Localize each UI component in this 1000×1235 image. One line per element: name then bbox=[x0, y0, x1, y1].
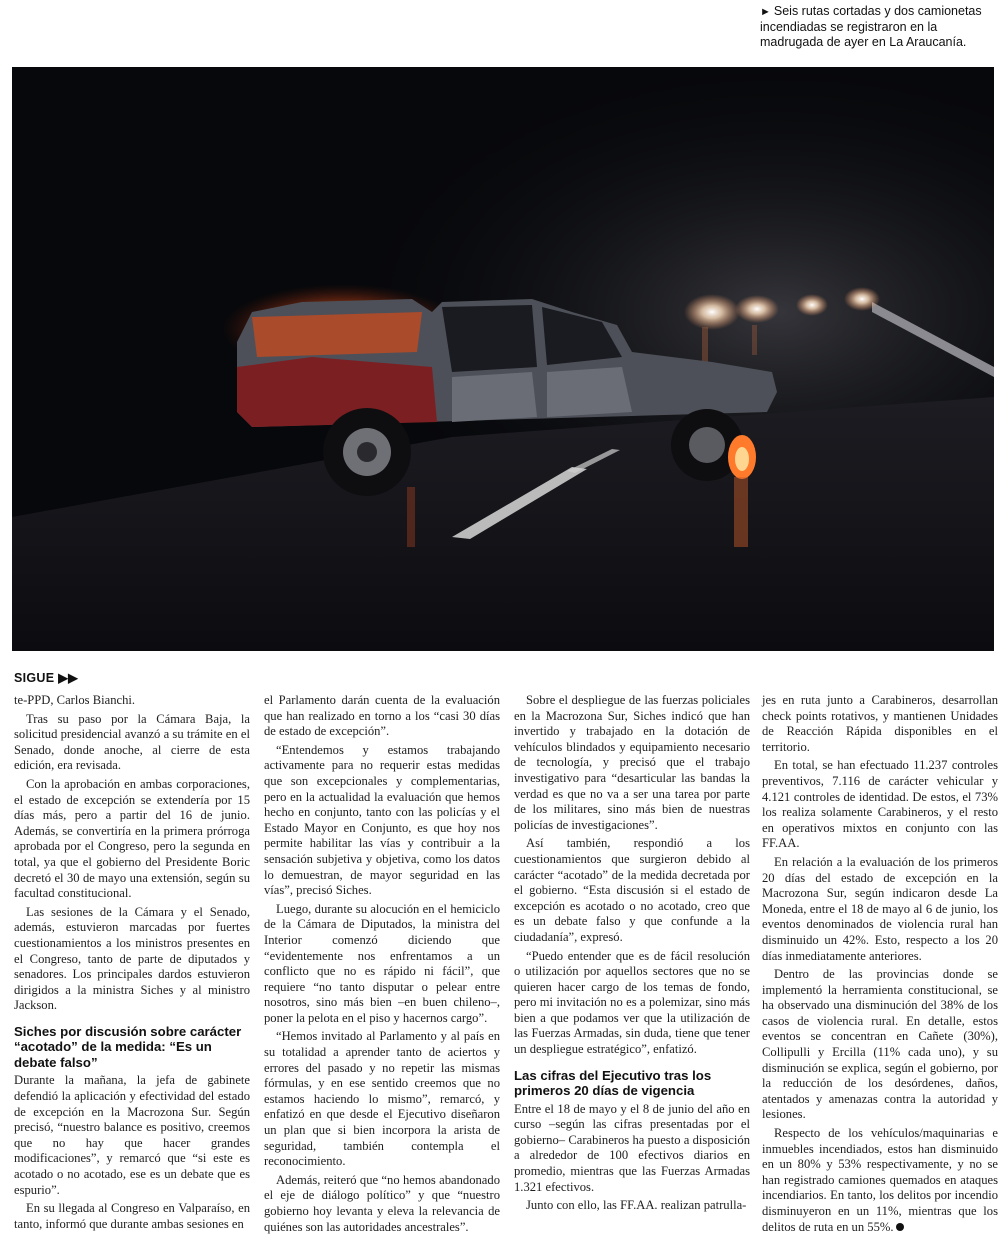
caption-arrow-icon: ► bbox=[760, 6, 771, 18]
final-paragraph-text: Respecto de los vehículos/maquinarias e inmuebles incendiados, estos han disminuido en un 80% y 53% respectivamente, y no se han registrado camiones quemados en ataques incendiarios. En tanto, los delitos por incendio disminuyeron en un 11%, mientras que los delitos de ruta en un 55%. bbox=[762, 1126, 998, 1234]
paragraph: En su llegada al Congreso en Valparaíso, en tanto, informó que durante ambas sesiones en bbox=[14, 1201, 250, 1231]
paragraph: En total, se han efectuado 11.237 controles preventivos, 7.116 de carácter vehicular y 4.121 controles de identidad. De estos, el 73% los realiza solamente Carabineros, y el resto en operativos mixtos en conjunto con las FF.AA. bbox=[762, 758, 998, 851]
caption-text: Seis rutas cortadas y dos camionetas incendiadas se registraron en la madrugada de ayer en La Araucanía. bbox=[760, 4, 982, 49]
paragraph: “Hemos invitado al Parlamento y al país en su totalidad a aprender tanto de aciertos y errores del pasado y no repetir las mismas fórmulas, y en ese sentido creemos que no estamos haciendo lo mismo”, remarcó, y enfatizó en que desde el Ejecutivo diseñaron un plan que si bien incorpora la arista de seguridad, también contempla el reconocimiento. bbox=[264, 1029, 500, 1169]
paragraph: “Entendemos y estamos trabajando activamente para no requerir estas medidas que son excepcionales y complementarias, pero en la actualidad la evaluación que hemos hecho en conjunto, tanto con las policías y el Estado Mayor en Conjunto, es que hoy nos permite habilitar las vías y contribuir a la sensación subjetiva y objetiva, como los datos lo demuestran, de mayor seguridad en las vías”, precisó Siches. bbox=[264, 742, 500, 898]
sigue-label: SIGUE bbox=[14, 671, 55, 685]
paragraph: te-PPD, Carlos Bianchi. bbox=[14, 693, 136, 707]
article-column-1 bbox=[14, 693, 250, 1231]
subheading: Siches por discusión sobre carácter “acotado” de la medida: “Es un debate falso” bbox=[14, 1023, 242, 1070]
paragraph: jes en ruta junto a Carabineros, desarrollan check points rotativos, y mantienen Unidades de Reacción Rápida disponibles en el territorio. bbox=[762, 693, 998, 754]
article-column-3 bbox=[514, 693, 750, 1223]
article-column-4 bbox=[762, 693, 998, 1234]
news-photo bbox=[12, 67, 994, 651]
paragraph: Luego, durante su alocución en el hemiciclo de la Cámara de Diputados, la ministra del Interior comenzó diciendo que “evidentemente nos enfrentamos a un conflicto que no es rápido ni fácil”, que requiere “no tanto disputar o pelear entre nosotros, sino más bien –en buen chileno–, poner la pelota en el piso y hacernos cargo”. bbox=[264, 901, 500, 1025]
burned-truck-photo-icon bbox=[12, 67, 994, 651]
paragraph: Junto con ello, las FF.AA. realizan patrulla- bbox=[526, 1198, 747, 1213]
paragraph: el Parlamento darán cuenta de la evaluación que han realizado en torno a los “casi 30 días de estado de excepción”. bbox=[264, 693, 500, 739]
paragraph: Dentro de las provincias donde se implementó la herramienta constitucional, se ha observado una disminución del 38% de los casos de violencia rural. En detalle, estos eventos se concentran en Cañete (30%), Collipulli y Ercilla (11% cada uno), y su disminución se explica, según el gobierno, por la reducción de los desórdenes, daños, atentados y amenazas contra la autoridad y lesiones. bbox=[762, 967, 998, 1122]
paragraph: Durante la mañana, la jefa de gabinete defendió la aplicación y efectividad del estado de excepción en la Macrozona Sur. Según precisó, “nuestro balance es positivo, creemos que no hay que hacer grandes modificaciones”, y remarcó que “si este es acotado o no acotado, ese es un debate que es espurio”. bbox=[14, 1073, 250, 1197]
paragraph bbox=[762, 1126, 998, 1235]
paragraph: En relación a la evaluación de los primeros 20 días del estado de excepción en la Macrozona Sur, según indicaron desde La Moneda, entre el 18 de mayo al 6 de junio, los eventos denominados de violencia rural han disminuido un 42%. Esto, respecto a los 20 días inmediatamente anteriores. bbox=[762, 854, 998, 963]
sigue-marker bbox=[14, 670, 78, 685]
subheading: Las cifras del Ejecutivo tras los primeros 20 días de vigencia bbox=[514, 1067, 712, 1099]
paragraph: Así también, respondió a los cuestionamientos que surgieron debido al carácter “acotado” de la medida decretada por el gobierno. “Esta discusión si el estado de excepción es acotado o no acotado, creo que es un debate falso y que confunde a la ciudadanía”, expresó. bbox=[514, 836, 750, 944]
paragraph: Las sesiones de la Cámara y el Senado, además, estuvieron marcadas por fuertes cuestionamientos a los ministros presentes en el Congreso, tanto de parte de diputados y senadores. Los principales dardos estuvieron dirigidos a la ministra Siches y al ministro Jackson. bbox=[14, 904, 250, 1013]
sigue-arrows-icon: ▶▶ bbox=[58, 671, 79, 685]
paragraph: Con la aprobación en ambas corporaciones, el estado de excepción se extendería por 15 días más, pero a partir del 16 de junio. Además, se convertiría en la primera prórroga aprobada por el Congreso, pero la segunda en total, ya que el gobierno del Presidente Boric decretó el 30 de mayo una extensión, según su facultad constitucional. bbox=[14, 776, 250, 901]
paragraph: “Puedo entender que es de fácil resolución o utilización por aquellos sectores que no se quieren hacer cargo de los temas de fondo, pero mi invitación no es a polemizar, sino más bien a que podamos ver que la utilización de las Fuerzas Armadas, sin duda, tiene que tener un despliegue estratégico”, enfatizó. bbox=[514, 948, 750, 1057]
article-column-2 bbox=[264, 693, 500, 1234]
article-end-icon bbox=[896, 1223, 904, 1231]
paragraph: Además, reiteró que “no hemos abandonado el eje de diálogo político” y que “nuestro gobierno hoy levanta y eleva la relevancia de quiénes son las autoridades ancestrales”. bbox=[264, 1172, 500, 1234]
paragraph: Entre el 18 de mayo y el 8 de junio del año en curso –según las cifras presentadas por el gobierno– Carabineros ha puesto a disposición a alrededor de 100 efectivos diarios en promedio, mientras que las Fuerzas Armadas 1.321 efectivos. bbox=[514, 1101, 750, 1194]
paragraph: Sobre el despliegue de las fuerzas policiales en la Macrozona Sur, Siches indicó que han invertido y trabajado en la dotación de vehículos blindados y equipamiento necesario de tecnología, y precisó que el trabajo investigativo para “desarticular las bandas la verdad es que no va a ser una tarea por parte de los militares, sino más bien de nuestras policías de investigaciones”. bbox=[514, 693, 750, 832]
photo-caption bbox=[760, 4, 996, 50]
paragraph: Tras su paso por la Cámara Baja, la solicitud presidencial avanzó a su trámite en el Senado, donde anoche, al cierre de esta edición, era revisada. bbox=[14, 711, 250, 773]
